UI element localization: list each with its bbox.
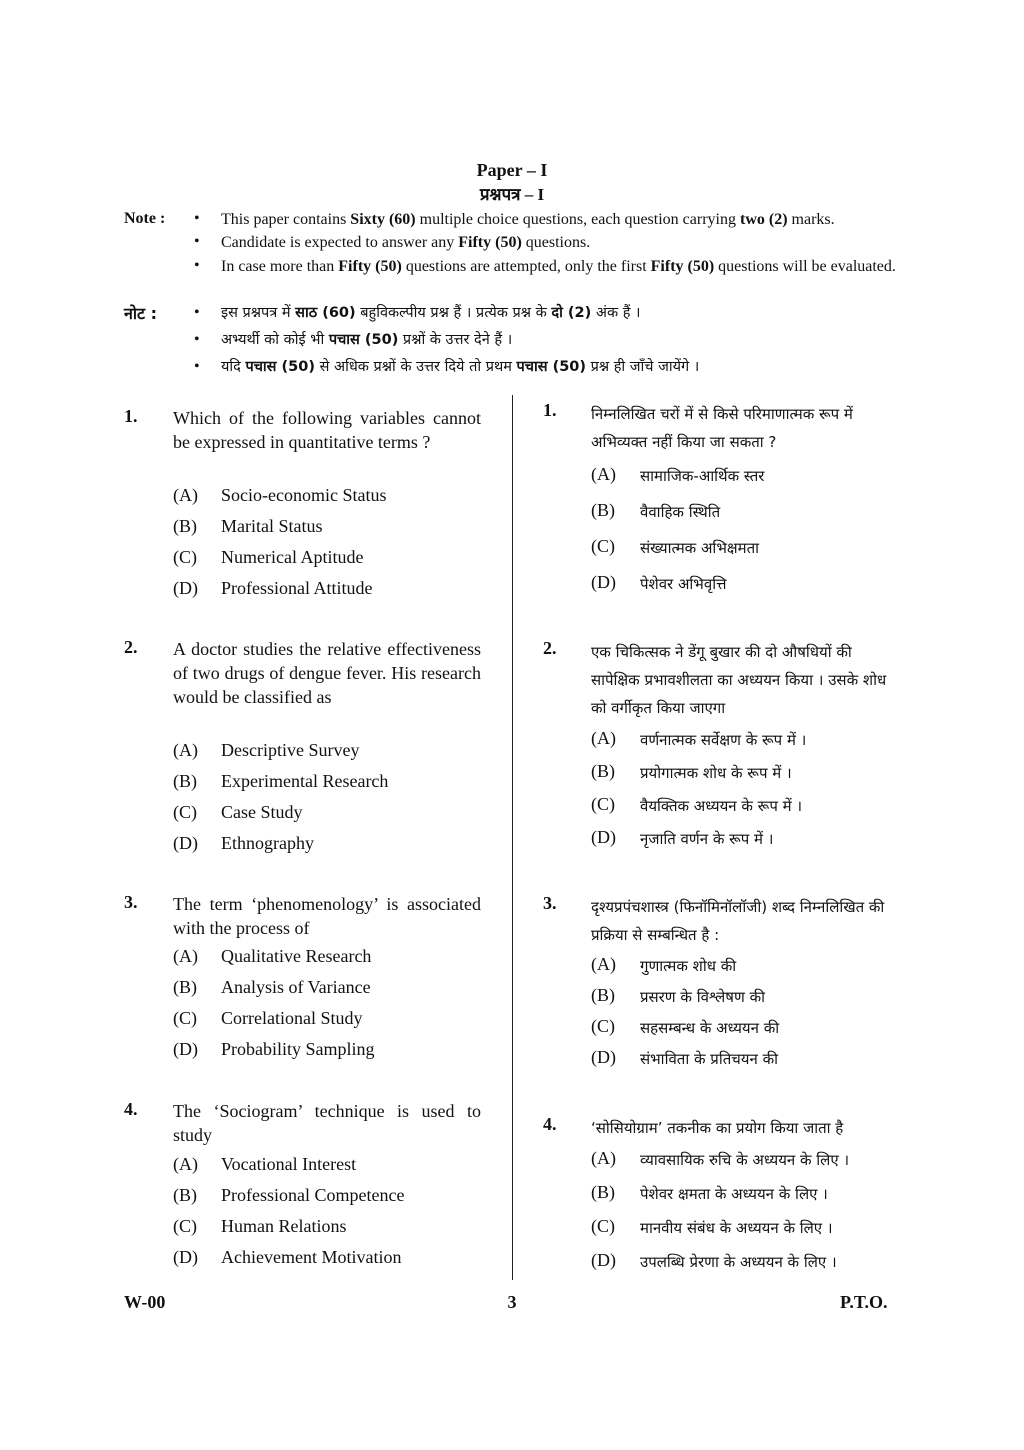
option-label: (B) bbox=[173, 1185, 197, 1205]
question-text: निम्नलिखित चरों में से किसे परिमाणात्मक रूप में अभिव्यक्त नहीं किया जा सकता ? bbox=[591, 405, 853, 451]
question-number: 2. bbox=[543, 638, 557, 658]
option-label: (A) bbox=[591, 728, 616, 748]
option-label: (A) bbox=[173, 740, 198, 760]
option-label: (A) bbox=[591, 954, 616, 974]
option-label: (D) bbox=[591, 1047, 616, 1067]
option-label: (D) bbox=[173, 1247, 198, 1267]
option-label: (C) bbox=[591, 536, 615, 556]
option-label: (B) bbox=[173, 516, 197, 536]
question-text: एक चिकित्सक ने डेंगू बुखार की दो औषधियों की सापेक्षिक प्रभावशीलता का अध्ययन किया । उसके शोध को वर्गीकृत किया जाएगा bbox=[591, 643, 887, 717]
option-label: (A) bbox=[173, 1154, 198, 1174]
option-label: (C) bbox=[173, 547, 197, 567]
question-number: 4. bbox=[543, 1114, 557, 1134]
bullet-icon: • bbox=[194, 358, 200, 375]
option-text: संभाविता के प्रतिचयन की bbox=[640, 1050, 778, 1068]
option-label: (B) bbox=[173, 977, 197, 997]
option-label: (D) bbox=[173, 833, 198, 853]
note-label-hindi: नोट : bbox=[124, 304, 158, 323]
note-hindi-line-1: इस प्रश्नपत्र में साठ (60) बहुविकल्पीय प्रश्न हैं । प्रत्येक प्रश्न के दो (2) अंक हैं । bbox=[221, 305, 641, 321]
question-text: Which of the following variables cannot be expressed in quantitative terms ? bbox=[173, 408, 481, 452]
option-text: Probability Sampling bbox=[221, 1039, 375, 1059]
option-text: Experimental Research bbox=[221, 771, 389, 791]
paper-code: W-00 bbox=[124, 1292, 166, 1312]
option-text: Vocational Interest bbox=[221, 1154, 357, 1174]
option-label: (A) bbox=[591, 464, 616, 484]
option-text: Ethnography bbox=[221, 833, 314, 853]
option-label: (D) bbox=[591, 827, 616, 847]
option-label: (A) bbox=[591, 1148, 616, 1168]
option-label: (B) bbox=[591, 500, 615, 520]
paper-title: Paper – I bbox=[476, 160, 548, 180]
question-text: A doctor studies the relative effectiveness of two drugs of dengue fever. His research would be classified as bbox=[173, 639, 481, 707]
option-text: Achievement Motivation bbox=[221, 1247, 402, 1267]
option-text: वैयक्तिक अध्ययन के रूप में । bbox=[640, 797, 803, 815]
option-label: (C) bbox=[591, 794, 615, 814]
option-text: प्रसरण के विश्लेषण की bbox=[640, 988, 765, 1006]
option-text: Numerical Aptitude bbox=[221, 547, 364, 567]
note-hindi-line-2: अभ्यर्थी को कोई भी पचास (50) प्रश्नों के उत्तर देने हैं । bbox=[221, 332, 513, 348]
option-text: सामाजिक-आर्थिक स्तर bbox=[640, 467, 765, 485]
question-number: 1. bbox=[543, 400, 557, 420]
note-line-3: In case more than Fifty (50) questions are attempted, only the first Fifty (50) questions will be evaluated. bbox=[221, 258, 896, 275]
option-text: सहसम्बन्ध के अध्ययन की bbox=[640, 1019, 780, 1037]
option-text: प्रयोगात्मक शोध के रूप में । bbox=[640, 764, 792, 782]
question-number: 3. bbox=[124, 892, 138, 912]
option-text: Human Relations bbox=[221, 1216, 347, 1236]
question-number: 1. bbox=[124, 406, 138, 426]
bullet-icon: • bbox=[194, 233, 200, 250]
option-label: (B) bbox=[591, 761, 615, 781]
option-text: मानवीय संबंध के अध्ययन के लिए । bbox=[640, 1219, 833, 1237]
option-label: (D) bbox=[591, 572, 616, 592]
option-text: Correlational Study bbox=[221, 1008, 363, 1028]
question-number: 2. bbox=[124, 637, 138, 657]
note-line-2: Candidate is expected to answer any Fifty (50) questions. bbox=[221, 234, 591, 251]
option-text: Marital Status bbox=[221, 516, 323, 536]
bullet-icon: • bbox=[194, 331, 200, 348]
option-text: उपलब्धि प्रेरणा के अध्ययन के लिए । bbox=[640, 1253, 837, 1271]
bullet-icon: • bbox=[194, 210, 200, 227]
paper-title-hindi: प्रश्नपत्र – I bbox=[479, 185, 545, 204]
page-number: 3 bbox=[507, 1292, 517, 1312]
option-text: Case Study bbox=[221, 802, 303, 822]
option-label: (A) bbox=[173, 485, 198, 505]
option-label: (C) bbox=[173, 1008, 197, 1028]
option-text: वैवाहिक स्थिति bbox=[640, 503, 721, 521]
option-text: संख्यात्मक अभिक्षमता bbox=[640, 539, 760, 557]
question-number: 4. bbox=[124, 1099, 138, 1119]
option-text: Descriptive Survey bbox=[221, 740, 360, 760]
question-text: The term ‘phenomenology’ is associated with the process of bbox=[173, 894, 481, 938]
option-text: पेशेवर अभिवृत्ति bbox=[640, 575, 727, 593]
option-label: (B) bbox=[173, 771, 197, 791]
bullet-icon: • bbox=[194, 257, 200, 274]
pto-text: P.T.O. bbox=[840, 1292, 888, 1312]
option-label: (D) bbox=[173, 578, 198, 598]
bullet-icon: • bbox=[194, 304, 200, 321]
option-text: Socio-economic Status bbox=[221, 485, 387, 505]
column-divider bbox=[512, 395, 513, 1280]
option-label: (C) bbox=[591, 1216, 615, 1236]
note-label: Note : bbox=[124, 210, 166, 227]
question-text: ‘सोसियोग्राम’ तकनीक का प्रयोग किया जाता है bbox=[591, 1119, 844, 1137]
option-text: गुणात्मक शोध की bbox=[640, 957, 737, 975]
note-line-1: This paper contains Sixty (60) multiple choice questions, each question carrying two (2) marks. bbox=[221, 211, 835, 228]
option-text: पेशेवर क्षमता के अध्ययन के लिए । bbox=[640, 1185, 828, 1203]
question-text: The ‘Sociogram’ technique is used to study bbox=[173, 1101, 481, 1145]
option-label: (D) bbox=[591, 1250, 616, 1270]
option-text: Professional Attitude bbox=[221, 578, 373, 598]
option-text: वर्णनात्मक सर्वेक्षण के रूप में । bbox=[640, 731, 807, 749]
option-label: (C) bbox=[173, 1216, 197, 1236]
option-label: (B) bbox=[591, 1182, 615, 1202]
option-label: (B) bbox=[591, 985, 615, 1005]
option-text: नृजाति वर्णन के रूप में । bbox=[640, 830, 774, 848]
option-text: व्यावसायिक रुचि के अध्ययन के लिए । bbox=[640, 1151, 850, 1169]
option-label: (C) bbox=[591, 1016, 615, 1036]
option-text: Qualitative Research bbox=[221, 946, 372, 966]
option-text: Analysis of Variance bbox=[221, 977, 371, 997]
question-number: 3. bbox=[543, 893, 557, 913]
note-hindi-line-3: यदि पचास (50) से अधिक प्रश्नों के उत्तर दिये तो प्रथम पचास (50) प्रश्न ही जाँचे जायेंगे । bbox=[221, 359, 700, 375]
option-label: (D) bbox=[173, 1039, 198, 1059]
option-label: (C) bbox=[173, 802, 197, 822]
question-text: दृश्यप्रपंचशास्त्र (फिनॉमिनॉलॉजी) शब्द निम्नलिखित की प्रक्रिया से सम्बन्धित है : bbox=[591, 898, 885, 944]
option-label: (A) bbox=[173, 946, 198, 966]
option-text: Professional Competence bbox=[221, 1185, 405, 1205]
